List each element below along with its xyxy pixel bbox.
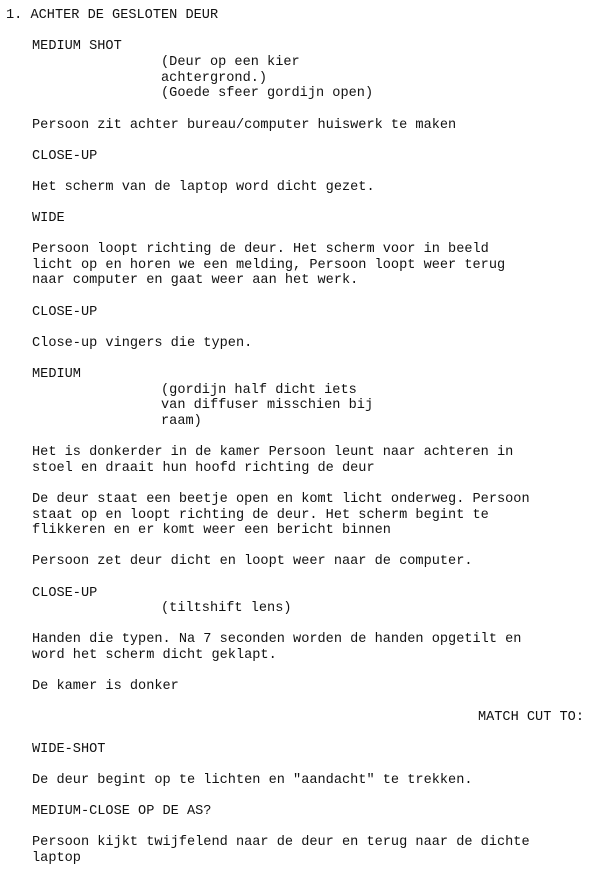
action-line: De deur begint op te lichten en "aandacht" te trekken. bbox=[32, 773, 473, 788]
action-line: Het is donkerder in de kamer Persoon leunt naar achteren in bbox=[32, 445, 514, 460]
action-line: laptop bbox=[32, 851, 81, 866]
action-line: Persoon zet deur dicht en loopt weer naar de computer. bbox=[32, 554, 473, 569]
parenthetical-line: raam) bbox=[161, 414, 202, 429]
transition: MATCH CUT TO: bbox=[477, 710, 584, 725]
action-line: stoel en draait hun hoofd richting de deur bbox=[32, 461, 375, 476]
action-line: licht op en horen we een melding, Persoon loopt weer terug bbox=[32, 258, 506, 273]
action-line: word het scherm dicht geklapt. bbox=[32, 648, 277, 663]
shot-heading: MEDIUM SHOT bbox=[32, 39, 122, 54]
action-line: De deur staat een beetje open en komt licht onderweg. Persoon bbox=[32, 492, 530, 507]
action-line: Persoon kijkt twijfelend naar de deur en terug naar de dichte bbox=[32, 835, 530, 850]
action-line: Handen die typen. Na 7 seconden worden de handen opgetilt en bbox=[32, 632, 522, 647]
shot-heading: CLOSE-UP bbox=[32, 305, 98, 320]
parenthetical-line: (gordijn half dicht iets bbox=[161, 383, 357, 398]
action-line: Persoon zit achter bureau/computer huiswerk te maken bbox=[32, 118, 457, 133]
parenthetical-line: (Deur op een kier bbox=[161, 55, 300, 70]
shot-heading: CLOSE-UP bbox=[32, 149, 98, 164]
action-line: naar computer en gaat weer aan het werk. bbox=[32, 273, 359, 288]
action-line: flikkeren en er komt weer een bericht binnen bbox=[32, 523, 391, 538]
action-line: Persoon loopt richting de deur. Het scherm voor in beeld bbox=[32, 242, 489, 257]
shot-heading: MEDIUM bbox=[32, 367, 81, 382]
action-line: staat op en loopt richting de deur. Het scherm begint te bbox=[32, 508, 489, 523]
parenthetical-line: (Goede sfeer gordijn open) bbox=[161, 86, 374, 101]
parenthetical-line: van diffuser misschien bij bbox=[161, 398, 374, 413]
parenthetical-line: achtergrond.) bbox=[161, 71, 268, 86]
shot-heading: WIDE-SHOT bbox=[32, 742, 106, 757]
parenthetical-line: (tiltshift lens) bbox=[161, 601, 292, 616]
action-line: Close-up vingers die typen. bbox=[32, 336, 253, 351]
scene-heading: 1. ACHTER DE GESLOTEN DEUR bbox=[6, 8, 219, 23]
shot-heading: CLOSE-UP bbox=[32, 586, 98, 601]
action-line: De kamer is donker bbox=[32, 679, 179, 694]
action-line: Het scherm van de laptop word dicht gezet. bbox=[32, 180, 375, 195]
shot-heading: MEDIUM-CLOSE OP DE AS? bbox=[32, 804, 212, 819]
shot-heading: WIDE bbox=[32, 211, 65, 226]
